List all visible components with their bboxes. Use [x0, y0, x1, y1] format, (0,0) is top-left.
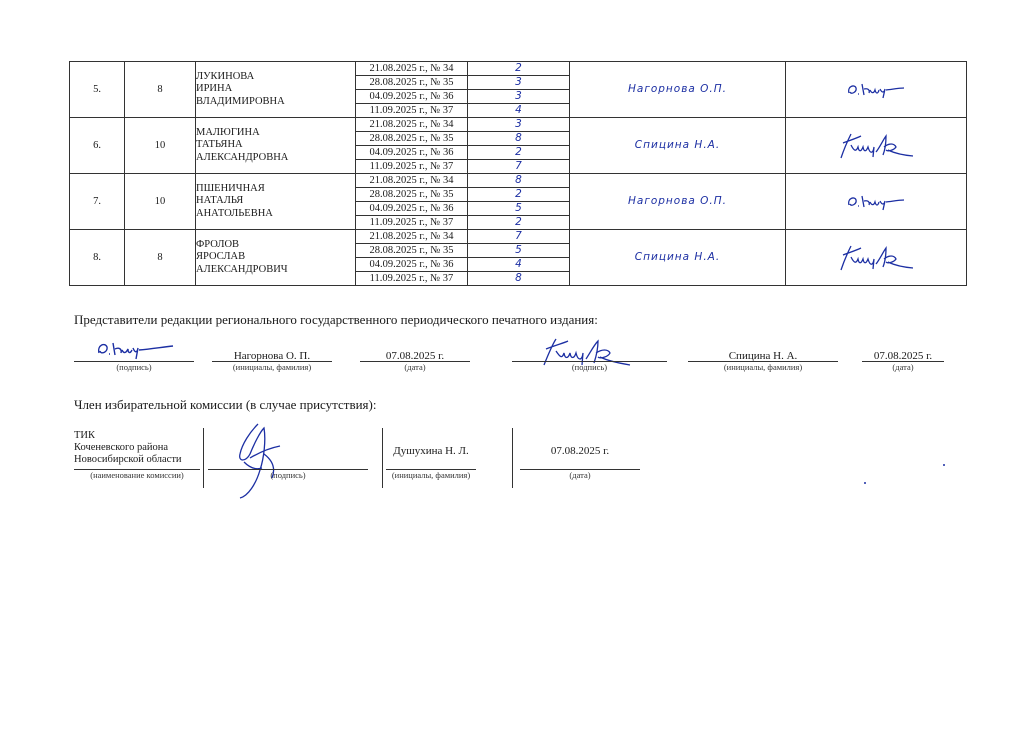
handwritten-name: Спицина Н.А. [570, 118, 786, 174]
editorial-date-2: 07.08.2025 г. [873, 350, 933, 362]
issue-date: 04.09.2025 г., № 36 [356, 202, 468, 216]
row-number: 6. [70, 118, 125, 174]
handwritten-name: Спицина Н.А. [570, 230, 786, 286]
score-value: 2 [468, 188, 570, 202]
score-value: 4 [468, 104, 570, 118]
issue-date: 28.08.2025 г., № 35 [356, 76, 468, 90]
table-row [70, 62, 967, 76]
hint-initials-1: (инициалы, фамилия) [232, 362, 312, 372]
score-value: 7 [468, 230, 570, 244]
ink-speck [864, 482, 866, 484]
hint-date-1: (дата) [404, 362, 426, 372]
hint-signature-1: (подпись) [116, 362, 152, 372]
commission-signature [220, 418, 290, 502]
hint-signature-2: (подпись) [571, 362, 608, 372]
score-value: 4 [468, 258, 570, 272]
name-part: МАЛЮГИНА [196, 126, 260, 138]
issue-date: 28.08.2025 г., № 35 [356, 244, 468, 258]
score-value: 8 [468, 272, 570, 286]
row-number: 7. [70, 174, 125, 230]
commission-caption: Член избирательной комиссии (в случае присутствия): [74, 397, 377, 412]
commission-member-name: Душухина Н. Л. [393, 445, 469, 457]
score-value: 8 [468, 132, 570, 146]
row-count: 10 [125, 118, 196, 174]
score-value: 3 [468, 76, 570, 90]
score-value: 2 [468, 216, 570, 230]
name-part: ЯРОСЛАВ [196, 251, 246, 263]
issue-date: 04.09.2025 г., № 36 [356, 90, 468, 104]
editorial-date-1: 07.08.2025 г. [385, 350, 445, 362]
name-part: АЛЕКСАНДРОВИЧ [196, 263, 288, 275]
issue-date: 11.09.2025 г., № 37 [356, 272, 468, 286]
table-row [70, 230, 967, 244]
issue-date: 21.08.2025 г., № 34 [356, 62, 468, 76]
commission-date: 07.08.2025 г. [550, 445, 610, 457]
row-number: 5. [70, 62, 125, 118]
signature-drawing [836, 131, 916, 161]
person-name [196, 230, 356, 286]
name-part: ЛУКИНОВА [196, 70, 255, 82]
issue-date: 11.09.2025 г., № 37 [356, 216, 468, 230]
signature-cell [786, 62, 967, 118]
issue-date: 21.08.2025 г., № 34 [356, 118, 468, 132]
signature-drawing [846, 80, 906, 100]
hint-date-2: (дата) [892, 362, 914, 372]
editorial-name-1: Нагорнова О. П. [233, 350, 311, 362]
issue-date: 11.09.2025 г., № 37 [356, 160, 468, 174]
name-part: ИРИНА [196, 83, 233, 95]
issue-date: 04.09.2025 г., № 36 [356, 146, 468, 160]
handwritten-name: Нагорнова О.П. [570, 174, 786, 230]
signature-cell [786, 174, 967, 230]
participants-table [69, 61, 967, 286]
name-part: АНАТОЛЬЕВНА [196, 207, 273, 219]
signature-cell [786, 118, 967, 174]
person-name [196, 118, 356, 174]
editorial-name-2: Спицина Н. А. [728, 350, 798, 362]
name-part: ПШЕНИЧНАЯ [196, 182, 265, 194]
editorial-caption: Представители редакции регионального государственного периодического печатного издания: [74, 312, 598, 327]
row-count: 10 [125, 174, 196, 230]
hint-initials-2: (инициалы, фамилия) [723, 362, 803, 372]
score-value: 8 [468, 174, 570, 188]
hint-commission: (наименование комиссии) [90, 470, 184, 480]
name-part: АЛЕКСАНДРОВНА [196, 151, 289, 163]
hint-initials-commission: (инициалы, фамилия) [391, 470, 471, 480]
name-part: ФРОЛОВ [196, 238, 240, 250]
signature-cell [786, 230, 967, 286]
signature-drawing [846, 192, 906, 212]
table-body [70, 62, 967, 286]
issue-date: 21.08.2025 г., № 34 [356, 230, 468, 244]
score-value: 3 [468, 118, 570, 132]
score-value: 2 [468, 62, 570, 76]
ink-speck [943, 464, 945, 466]
person-name [196, 62, 356, 118]
editorial-signature-1 [95, 337, 175, 363]
score-value: 3 [468, 90, 570, 104]
issue-date: 04.09.2025 г., № 36 [356, 258, 468, 272]
issue-date: 28.08.2025 г., № 35 [356, 188, 468, 202]
issue-date: 11.09.2025 г., № 37 [356, 104, 468, 118]
issue-date: 28.08.2025 г., № 35 [356, 132, 468, 146]
row-number: 8. [70, 230, 125, 286]
signature-drawing [836, 243, 916, 273]
hint-date-commission: (дата) [569, 470, 591, 480]
score-value: 5 [468, 202, 570, 216]
score-value: 2 [468, 146, 570, 160]
table-row [70, 174, 967, 188]
name-part: ВЛАДИМИРОВНА [196, 95, 285, 107]
hint-signature-commission: (подпись) [270, 470, 306, 480]
row-count: 8 [125, 62, 196, 118]
score-value: 7 [468, 160, 570, 174]
name-part: ТАТЬЯНА [196, 139, 243, 151]
row-count: 8 [125, 230, 196, 286]
issue-date: 21.08.2025 г., № 34 [356, 174, 468, 188]
table-row [70, 118, 967, 132]
commission-name: ТИК Коченевского района Новосибирской области [74, 430, 182, 465]
person-name [196, 174, 356, 230]
name-part: НАТАЛЬЯ [196, 195, 244, 207]
handwritten-name: Нагорнова О.П. [570, 62, 786, 118]
score-value: 5 [468, 244, 570, 258]
